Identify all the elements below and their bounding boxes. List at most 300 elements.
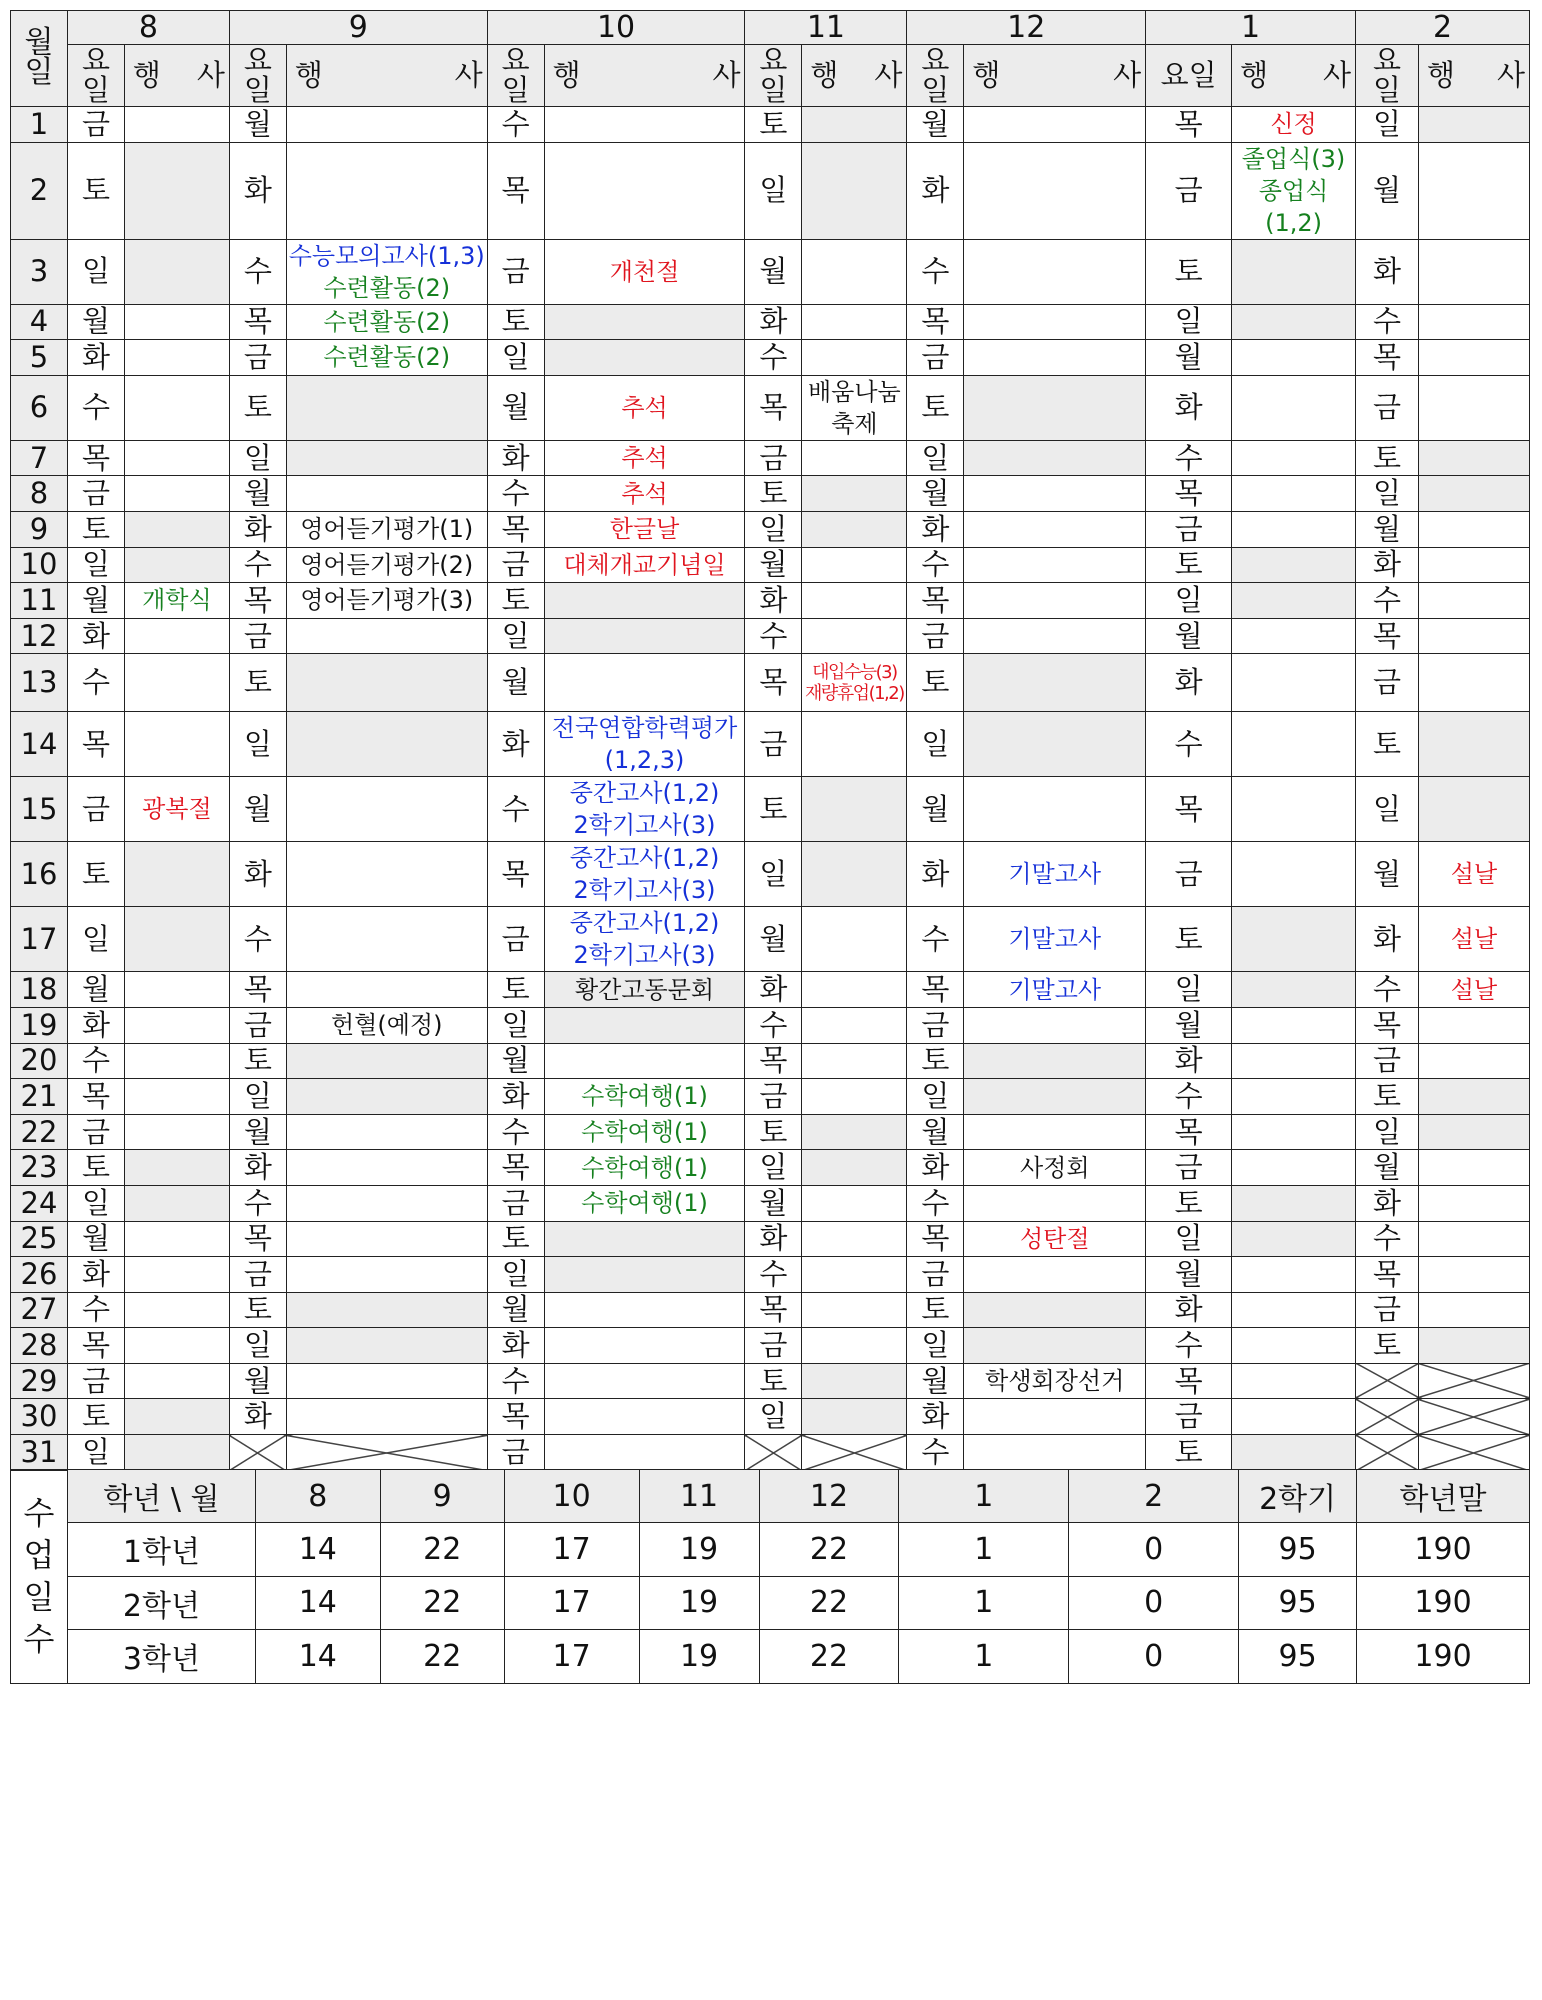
weekday-cell: 금 bbox=[1146, 842, 1232, 907]
weekday-cell: 토 bbox=[67, 1150, 124, 1186]
event-cell bbox=[286, 583, 487, 619]
event-text: 영어듣기평가(3) bbox=[300, 586, 474, 615]
weekday-cell: 수 bbox=[229, 239, 286, 304]
day-row bbox=[11, 375, 1530, 440]
weekday-cell: 수 bbox=[229, 1185, 286, 1221]
weekday-cell: 목 bbox=[487, 1150, 544, 1186]
weekday-cell: 수 bbox=[1356, 304, 1419, 340]
event-cell bbox=[1418, 1007, 1529, 1043]
weekday-cell: 월 bbox=[745, 1185, 802, 1221]
event-cell bbox=[964, 1435, 1146, 1471]
class-days-value: 17 bbox=[504, 1630, 639, 1684]
class-days-value: 22 bbox=[380, 1523, 504, 1577]
weekday-cell: 월 bbox=[745, 239, 802, 304]
weekday-cell: 일 bbox=[229, 1328, 286, 1364]
weekday-cell: 일 bbox=[907, 712, 964, 777]
event-cell bbox=[1418, 1150, 1529, 1186]
weekday-cell: 금 bbox=[67, 777, 124, 842]
event-cell bbox=[1418, 1328, 1529, 1364]
event-cell bbox=[1418, 1114, 1529, 1150]
weekday-cell: 수 bbox=[907, 547, 964, 583]
weekday-cell: 수 bbox=[745, 618, 802, 654]
event-cell bbox=[802, 907, 907, 972]
date-cell: 21 bbox=[11, 1079, 68, 1115]
weekday-cell: 토 bbox=[67, 511, 124, 547]
event-text: 수학여행(1) bbox=[581, 1118, 708, 1147]
event-cell bbox=[1232, 1292, 1356, 1328]
weekday-cell: 화 bbox=[229, 511, 286, 547]
event-text: 개학식 bbox=[142, 586, 212, 615]
weekday-cell: 화 bbox=[229, 142, 286, 239]
school-calendar bbox=[10, 10, 1530, 1684]
weekday-cell: 금 bbox=[907, 1007, 964, 1043]
weekday-cell: 일 bbox=[487, 1007, 544, 1043]
event-text: 기말고사 bbox=[1008, 975, 1102, 1004]
event-cell bbox=[286, 1399, 487, 1435]
event-cell bbox=[1232, 1114, 1356, 1150]
summary-header-cell: 1 bbox=[899, 1470, 1069, 1523]
event-text: 성탄절 bbox=[1019, 1224, 1090, 1253]
event-text: 황간고동문회 bbox=[574, 975, 715, 1004]
weekday-cell: 일 bbox=[1146, 583, 1232, 619]
event-cell bbox=[124, 1221, 229, 1257]
weekday-cell: 목 bbox=[487, 511, 544, 547]
event-text: 사정회 bbox=[1019, 1153, 1090, 1182]
weekday-cell: 일 bbox=[67, 547, 124, 583]
day-row bbox=[11, 1150, 1530, 1186]
weekday-cell: 금 bbox=[229, 1257, 286, 1293]
day-header-10 bbox=[487, 45, 544, 107]
day-row bbox=[11, 304, 1530, 340]
grade-label: 1학년 bbox=[67, 1523, 255, 1577]
weekday-cell: 목 bbox=[1146, 777, 1232, 842]
event-cell bbox=[802, 618, 907, 654]
weekday-cell: 수 bbox=[907, 907, 964, 972]
event-header-10 bbox=[544, 45, 745, 107]
event-cell bbox=[544, 842, 745, 907]
weekday-cell: 금 bbox=[1146, 511, 1232, 547]
summary-header-cell: 8 bbox=[255, 1470, 380, 1523]
day-header-label bbox=[82, 45, 110, 105]
event-cell bbox=[544, 583, 745, 619]
event-cell bbox=[124, 583, 229, 619]
weekday-cell: 목 bbox=[229, 304, 286, 340]
weekday-cell: 수 bbox=[907, 1435, 964, 1471]
weekday-cell: 금 bbox=[487, 239, 544, 304]
event-cell bbox=[1232, 654, 1356, 712]
event-cell bbox=[544, 1114, 745, 1150]
event-cell bbox=[286, 511, 487, 547]
weekday-cell: 토 bbox=[229, 1292, 286, 1328]
weekday-cell: 목 bbox=[907, 304, 964, 340]
weekday-cell: 금 bbox=[907, 340, 964, 376]
weekday-cell: 금 bbox=[907, 618, 964, 654]
event-cell bbox=[544, 1257, 745, 1293]
event-cell bbox=[802, 142, 907, 239]
day-header-label bbox=[502, 45, 530, 105]
event-header-11 bbox=[802, 45, 907, 107]
event-cell bbox=[1232, 777, 1356, 842]
event-header-char: 행 bbox=[1426, 58, 1455, 92]
event-cell bbox=[1418, 1221, 1529, 1257]
weekday-cell: 토 bbox=[1356, 1328, 1419, 1364]
event-cell bbox=[124, 842, 229, 907]
weekday-cell: 일 bbox=[67, 1435, 124, 1471]
event-cell bbox=[124, 440, 229, 476]
day-row bbox=[11, 583, 1530, 619]
day-header-label-char: 요 bbox=[81, 44, 110, 77]
event-cell bbox=[964, 1150, 1146, 1186]
event-cell bbox=[286, 239, 487, 304]
month-header-2: 2 bbox=[1356, 11, 1530, 45]
weekday-cell: 금 bbox=[1356, 375, 1419, 440]
event-cell bbox=[124, 239, 229, 304]
weekday-cell: 토 bbox=[1146, 907, 1232, 972]
class-days-value: 22 bbox=[759, 1576, 899, 1630]
event-cell bbox=[1232, 1221, 1356, 1257]
weekday-cell: 목 bbox=[907, 583, 964, 619]
weekday-cell: 일 bbox=[229, 440, 286, 476]
weekday-cell: 금 bbox=[745, 712, 802, 777]
weekday-cell: 금 bbox=[67, 476, 124, 512]
day-header-label-char: 요 bbox=[921, 44, 950, 77]
event-cell bbox=[1232, 1150, 1356, 1186]
event-cell bbox=[964, 142, 1146, 239]
summary-header-cell: 학년 \ 월 bbox=[67, 1470, 255, 1523]
event-cell bbox=[802, 1363, 907, 1399]
weekday-cell: 금 bbox=[745, 1328, 802, 1364]
weekday-cell: 토 bbox=[745, 777, 802, 842]
weekday-cell: 화 bbox=[907, 511, 964, 547]
day-row bbox=[11, 476, 1530, 512]
event-header-char: 사 bbox=[874, 58, 903, 92]
event-cell bbox=[1418, 1043, 1529, 1079]
day-header-label-char: 요 bbox=[759, 44, 788, 77]
weekday-cell: 월 bbox=[907, 1114, 964, 1150]
event-cell bbox=[286, 1150, 487, 1186]
weekday-cell: 일 bbox=[1146, 972, 1232, 1008]
event-text: 개천절 bbox=[609, 257, 680, 286]
event-header-char: 사 bbox=[1113, 58, 1142, 92]
weekday-cell: 수 bbox=[487, 476, 544, 512]
event-cell bbox=[544, 1292, 745, 1328]
day-row bbox=[11, 618, 1530, 654]
event-text: 학생회장선거 bbox=[985, 1367, 1125, 1396]
event-cell bbox=[286, 1007, 487, 1043]
day-header-8 bbox=[67, 45, 124, 107]
class-days-value: 17 bbox=[504, 1576, 639, 1630]
class-days-value: 95 bbox=[1239, 1630, 1357, 1684]
weekday-cell: 목 bbox=[1146, 1114, 1232, 1150]
weekday-cell: 토 bbox=[487, 583, 544, 619]
event-cell bbox=[1418, 583, 1529, 619]
weekday-cell: 수 bbox=[907, 1185, 964, 1221]
event-cell bbox=[1232, 1363, 1356, 1399]
event-text: (1,2,3) bbox=[604, 746, 685, 775]
event-cell bbox=[1418, 511, 1529, 547]
day-header-1 bbox=[1146, 45, 1232, 107]
date-cell: 2 bbox=[11, 142, 68, 239]
event-header-label bbox=[545, 60, 745, 91]
event-cell bbox=[1232, 712, 1356, 777]
weekday-cell: 토 bbox=[1356, 712, 1419, 777]
calendar-table bbox=[10, 10, 1530, 1471]
event-cell bbox=[286, 440, 487, 476]
date-cell: 4 bbox=[11, 304, 68, 340]
event-cell bbox=[1232, 1328, 1356, 1364]
summary-header-cell: 학년말 bbox=[1357, 1470, 1530, 1523]
weekday-cell: 일 bbox=[1356, 476, 1419, 512]
weekday-cell: 화 bbox=[229, 1150, 286, 1186]
weekday-cell: 금 bbox=[745, 1079, 802, 1115]
class-days-value: 14 bbox=[255, 1523, 380, 1577]
event-cell bbox=[544, 547, 745, 583]
event-cell bbox=[544, 618, 745, 654]
event-header-label bbox=[964, 60, 1145, 91]
event-cell bbox=[124, 1043, 229, 1079]
weekday-cell: 일 bbox=[1146, 304, 1232, 340]
day-header-label-char: 요 bbox=[501, 44, 530, 77]
event-cell bbox=[124, 712, 229, 777]
event-cell bbox=[286, 340, 487, 376]
weekday-cell: 일 bbox=[1356, 1114, 1419, 1150]
event-cell bbox=[964, 972, 1146, 1008]
event-cell bbox=[1418, 440, 1529, 476]
weekday-cell: 일 bbox=[487, 618, 544, 654]
date-cell: 27 bbox=[11, 1292, 68, 1328]
day-header-label: 요일 bbox=[1160, 58, 1217, 92]
weekday-cell: 일 bbox=[487, 340, 544, 376]
weekday-cell: 토 bbox=[907, 654, 964, 712]
empty-cell bbox=[745, 1435, 802, 1471]
weekday-cell: 수 bbox=[487, 1114, 544, 1150]
event-cell bbox=[802, 654, 907, 712]
event-text: 2학기고사(3) bbox=[573, 811, 716, 840]
event-cell bbox=[802, 712, 907, 777]
event-cell bbox=[964, 618, 1146, 654]
class-days-value: 14 bbox=[255, 1630, 380, 1684]
weekday-cell: 토 bbox=[229, 375, 286, 440]
weekday-cell: 금 bbox=[229, 618, 286, 654]
day-row bbox=[11, 712, 1530, 777]
event-cell bbox=[544, 777, 745, 842]
event-header-char: 행 bbox=[810, 58, 839, 92]
event-cell bbox=[1232, 907, 1356, 972]
weekday-cell: 토 bbox=[67, 1399, 124, 1435]
class-days-value: 190 bbox=[1357, 1630, 1530, 1684]
event-cell bbox=[1232, 440, 1356, 476]
empty-cell bbox=[1356, 1399, 1419, 1435]
weekday-cell: 금 bbox=[1146, 1150, 1232, 1186]
weekday-cell: 토 bbox=[1146, 239, 1232, 304]
event-header-12 bbox=[964, 45, 1146, 107]
summary-row bbox=[11, 1523, 1530, 1577]
date-cell: 10 bbox=[11, 547, 68, 583]
event-header-char: 행 bbox=[552, 58, 581, 92]
event-cell bbox=[964, 1043, 1146, 1079]
weekday-cell: 수 bbox=[1356, 1221, 1419, 1257]
class-days-summary bbox=[10, 1469, 1530, 1684]
day-row bbox=[11, 239, 1530, 304]
day-row bbox=[11, 107, 1530, 143]
weekday-cell: 목 bbox=[1146, 107, 1232, 143]
weekday-cell: 토 bbox=[1146, 1435, 1232, 1471]
summary-side-char-char: 수 bbox=[23, 1620, 55, 1659]
empty-cell bbox=[286, 1435, 487, 1471]
weekday-cell: 토 bbox=[1356, 1079, 1419, 1115]
event-cell bbox=[1418, 1185, 1529, 1221]
weekday-cell: 화 bbox=[1146, 654, 1232, 712]
weekday-cell: 금 bbox=[487, 547, 544, 583]
event-cell bbox=[286, 618, 487, 654]
event-cell bbox=[964, 476, 1146, 512]
weekday-cell: 화 bbox=[487, 1079, 544, 1115]
day-header-9 bbox=[229, 45, 286, 107]
date-cell: 13 bbox=[11, 654, 68, 712]
weekday-cell: 토 bbox=[745, 107, 802, 143]
weekday-cell: 화 bbox=[1146, 375, 1232, 440]
event-cell bbox=[802, 1007, 907, 1043]
weekday-cell: 월 bbox=[487, 375, 544, 440]
day-header-12 bbox=[907, 45, 964, 107]
day-row bbox=[11, 777, 1530, 842]
grade-label: 2학년 bbox=[67, 1576, 255, 1630]
event-text: 졸업식(3) bbox=[1241, 144, 1346, 173]
event-text: 설날 bbox=[1450, 860, 1498, 889]
event-cell bbox=[124, 511, 229, 547]
event-cell bbox=[286, 1363, 487, 1399]
weekday-cell: 금 bbox=[487, 1435, 544, 1471]
event-cell bbox=[286, 1292, 487, 1328]
event-cell bbox=[1418, 547, 1529, 583]
date-cell: 26 bbox=[11, 1257, 68, 1293]
event-cell bbox=[1232, 1185, 1356, 1221]
event-text: 설날 bbox=[1450, 925, 1498, 954]
weekday-cell: 토 bbox=[487, 972, 544, 1008]
event-cell bbox=[802, 583, 907, 619]
event-cell bbox=[544, 340, 745, 376]
day-row bbox=[11, 1292, 1530, 1328]
event-cell bbox=[802, 1257, 907, 1293]
weekday-cell: 화 bbox=[745, 1221, 802, 1257]
event-cell bbox=[1418, 239, 1529, 304]
weekday-cell: 목 bbox=[67, 440, 124, 476]
summary-header-cell: 12 bbox=[759, 1470, 899, 1523]
event-cell bbox=[544, 1150, 745, 1186]
event-cell bbox=[802, 1150, 907, 1186]
weekday-cell: 금 bbox=[67, 107, 124, 143]
event-text: 전국연합학력평가 bbox=[551, 714, 738, 743]
event-cell bbox=[544, 476, 745, 512]
event-text: 배움나눔 bbox=[808, 377, 901, 406]
class-days-value: 22 bbox=[759, 1630, 899, 1684]
event-text: 중간고사(1,2) bbox=[569, 909, 720, 938]
event-cell bbox=[1418, 1257, 1529, 1293]
date-cell: 11 bbox=[11, 583, 68, 619]
event-cell bbox=[124, 340, 229, 376]
event-cell bbox=[124, 1435, 229, 1471]
event-header-label bbox=[802, 60, 906, 91]
weekday-cell: 일 bbox=[229, 1079, 286, 1115]
date-cell: 19 bbox=[11, 1007, 68, 1043]
event-cell bbox=[544, 239, 745, 304]
event-text: 2학기고사(3) bbox=[573, 941, 716, 970]
weekday-cell: 월 bbox=[745, 547, 802, 583]
weekday-cell: 일 bbox=[907, 1328, 964, 1364]
event-cell bbox=[286, 712, 487, 777]
event-cell bbox=[1418, 1292, 1529, 1328]
event-cell bbox=[1418, 375, 1529, 440]
weekday-cell: 금 bbox=[1146, 142, 1232, 239]
event-cell bbox=[286, 1221, 487, 1257]
weekday-cell: 목 bbox=[1356, 618, 1419, 654]
event-text: 기말고사 bbox=[1008, 860, 1102, 889]
event-cell bbox=[1232, 972, 1356, 1008]
event-text: 한글날 bbox=[609, 515, 680, 544]
event-cell bbox=[1418, 618, 1529, 654]
event-header-char: 사 bbox=[454, 58, 483, 92]
summary-side-label bbox=[11, 1470, 68, 1684]
event-cell bbox=[964, 340, 1146, 376]
event-cell bbox=[544, 1221, 745, 1257]
class-days-value: 190 bbox=[1357, 1523, 1530, 1577]
summary-header-row bbox=[11, 1470, 1530, 1523]
event-cell bbox=[544, 304, 745, 340]
event-cell bbox=[544, 1435, 745, 1471]
event-text: 광복절 bbox=[142, 795, 212, 824]
weekday-cell: 목 bbox=[1356, 340, 1419, 376]
event-text: 기말고사 bbox=[1008, 925, 1102, 954]
weekday-cell: 일 bbox=[907, 1079, 964, 1115]
weekday-cell: 월 bbox=[67, 304, 124, 340]
event-cell bbox=[544, 440, 745, 476]
event-cell bbox=[964, 777, 1146, 842]
event-header-9 bbox=[286, 45, 487, 107]
event-header-char: 행 bbox=[132, 58, 161, 92]
event-text: 대체개교기념일 bbox=[563, 550, 726, 579]
event-cell bbox=[544, 1079, 745, 1115]
event-cell bbox=[964, 1399, 1146, 1435]
weekday-cell: 금 bbox=[1356, 1292, 1419, 1328]
class-days-value: 1 bbox=[899, 1576, 1069, 1630]
month-header-10: 10 bbox=[487, 11, 745, 45]
event-cell bbox=[286, 1328, 487, 1364]
event-cell bbox=[124, 375, 229, 440]
weekday-cell: 목 bbox=[229, 583, 286, 619]
event-text: 수학여행(1) bbox=[581, 1153, 708, 1182]
weekday-cell: 월 bbox=[67, 1221, 124, 1257]
class-days-value: 17 bbox=[504, 1523, 639, 1577]
event-cell bbox=[1418, 712, 1529, 777]
weekday-cell: 목 bbox=[907, 972, 964, 1008]
weekday-cell: 일 bbox=[67, 907, 124, 972]
event-cell bbox=[802, 340, 907, 376]
summary-side-char-char: 수 bbox=[23, 1494, 55, 1533]
event-cell bbox=[124, 1399, 229, 1435]
weekday-cell: 목 bbox=[1356, 1257, 1419, 1293]
event-text: 대입수능(3) bbox=[812, 661, 897, 683]
weekday-cell: 일 bbox=[745, 1150, 802, 1186]
event-header-label bbox=[1419, 60, 1529, 91]
event-text: 영어듣기평가(1) bbox=[300, 515, 474, 544]
day-row bbox=[11, 842, 1530, 907]
weekday-cell: 목 bbox=[745, 1292, 802, 1328]
weekday-cell: 화 bbox=[67, 340, 124, 376]
event-cell bbox=[802, 1328, 907, 1364]
event-cell bbox=[286, 304, 487, 340]
event-cell bbox=[1418, 476, 1529, 512]
date-cell: 5 bbox=[11, 340, 68, 376]
